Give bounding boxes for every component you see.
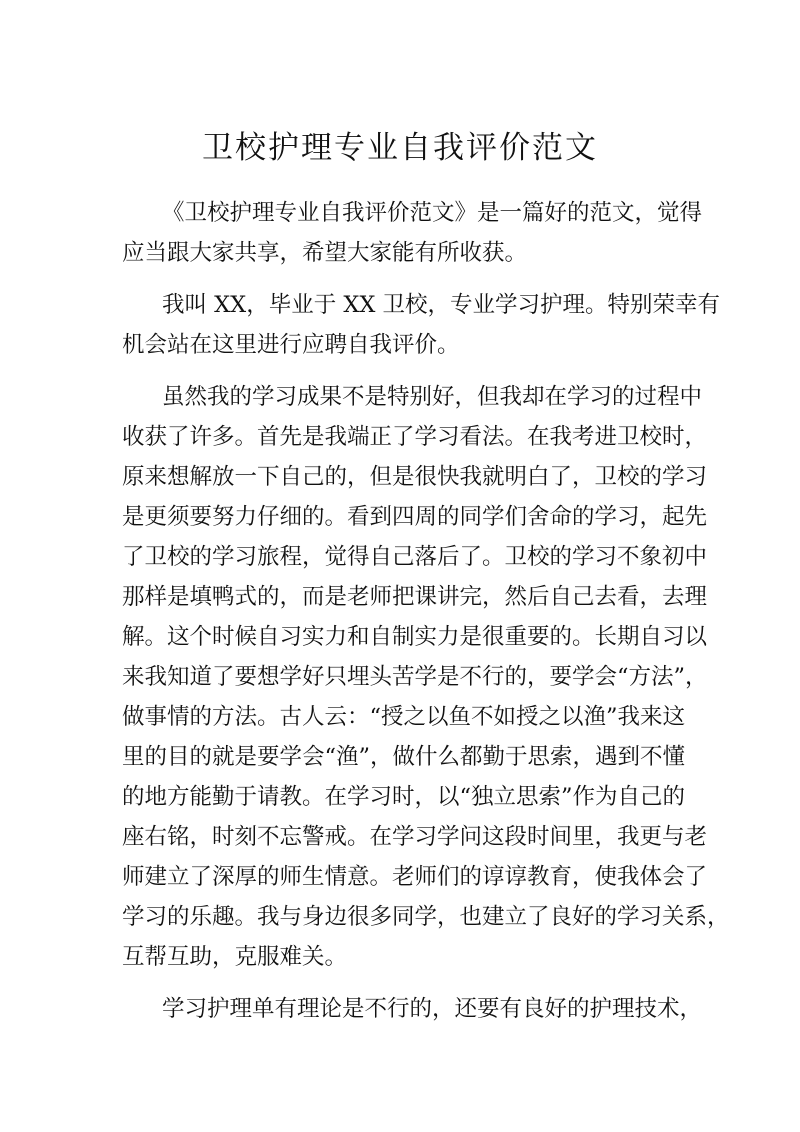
text-line: 来我知道了要想学好只埋头苦学是不行的，要学会“方法”， — [122, 664, 708, 690]
document-title: 卫校护理专业自我评价范文 — [202, 130, 598, 166]
text-line: 解。这个时候自习实力和自制实力是很重要的。长期自习以 — [122, 624, 708, 650]
text-line: 虽然我的学习成果不是特别好，但我却在学习的过程中 — [162, 384, 703, 410]
document-body — [122, 193, 730, 1041]
text-line: 是更须要努力仔细的。看到四周的同学们舍命的学习，起先 — [122, 504, 708, 530]
paragraph-2 — [122, 285, 721, 365]
text-line: 那样是填鸭式的，而是老师把课讲完，然后自己去看，去理 — [122, 584, 708, 610]
text-line: 收获了许多。首先是我端正了学习看法。在我考进卫校时， — [122, 424, 708, 450]
paragraph-3 — [122, 377, 730, 977]
text-line: 做事情的方法。古人云：“授之以鱼不如授之以渔”我来这 — [122, 704, 686, 730]
text-line: 学习的乐趣。我与身边很多同学，也建立了良好的学习关系， — [122, 904, 730, 930]
text-line: 了卫校的学习旅程，觉得自己落后了。卫校的学习不象初中 — [122, 544, 708, 570]
text-line: 互帮互助，克服难关。 — [122, 944, 348, 970]
text-line: 师建立了深厚的师生情意。老师们的谆谆教育，使我体会了 — [122, 864, 708, 890]
text-line: 应当跟大家共享，希望大家能有所收获。 — [122, 240, 528, 266]
paragraph-1 — [122, 193, 703, 273]
paragraph-4 — [122, 989, 703, 1029]
text-line: 学习护理单有理论是不行的，还要有良好的护理技术， — [162, 996, 703, 1022]
text-line: 机会站在这里进行应聘自我评价。 — [122, 332, 460, 358]
text-line: 座右铭，时刻不忘警戒。在学习学问这段时间里，我更与老 — [122, 824, 708, 850]
text-line: 我叫 XX，毕业于 XX 卫校，专业学习护理。特别荣幸有 — [162, 292, 721, 318]
text-line: 的地方能勤于请教。在学习时，以“独立思索”作为自己的 — [122, 784, 686, 810]
text-line: 《卫校护理专业自我评价范文》是一篇好的范文，觉得 — [162, 200, 703, 226]
text-line: 原来想解放一下自己的，但是很快我就明白了，卫校的学习 — [122, 464, 708, 490]
text-line: 里的目的就是要学会“渔”，做什么都勤于思索，遇到不懂 — [122, 744, 686, 770]
